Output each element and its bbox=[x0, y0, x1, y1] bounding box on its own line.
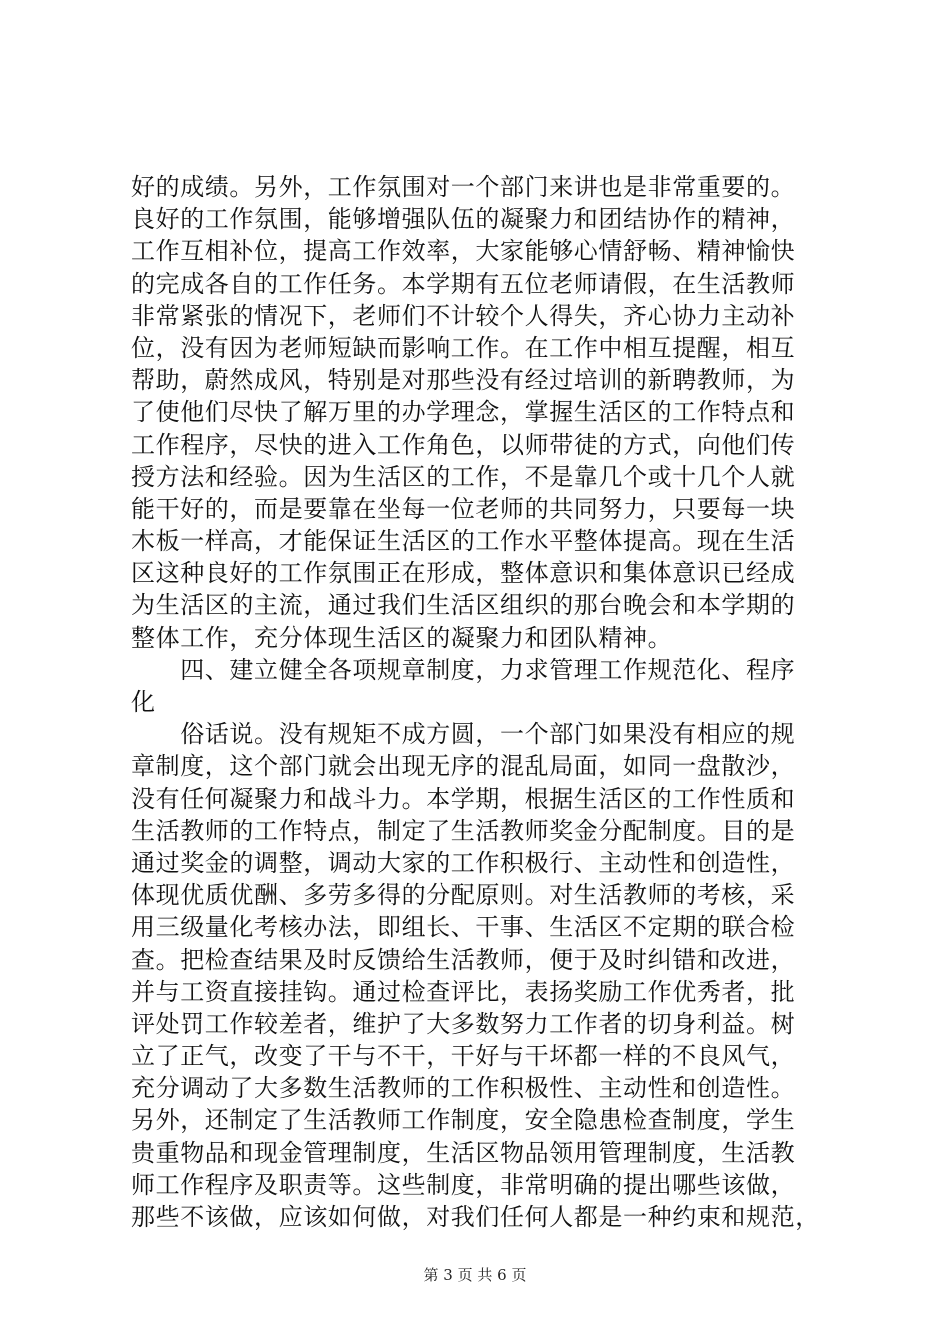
page-footer bbox=[0, 1265, 950, 1285]
text-line: 那些不该做，应该如何做，对我们任何人都是一种约束和规范， bbox=[131, 1203, 820, 1231]
text-line: 另外，还制定了生活教师工作制度，安全隐患检查制度，学生 bbox=[131, 1106, 796, 1135]
text-line: 了使他们尽快了解万里的办学理念，掌握生活区的工作特点和 bbox=[131, 398, 796, 427]
text-line: 贵重物品和现金管理制度，生活区物品领用管理制度，生活教 bbox=[131, 1138, 796, 1167]
text-line: 的完成各自的工作任务。本学期有五位老师请假，在生活教师 bbox=[131, 269, 796, 298]
text-line: 好的成绩。另外，工作氛围对一个部门来讲也是非常重要的。 bbox=[131, 173, 796, 201]
text-line: 非常紧张的情况下，老师们不计较个人得失，齐心协力主动补 bbox=[131, 301, 796, 330]
text-line: 帮助，蔚然成风，特别是对那些没有经过培训的新聘教师，为 bbox=[131, 366, 796, 395]
text-line: 工作程序，尽快的进入工作角色，以师带徒的方式，向他们传 bbox=[131, 430, 796, 459]
text-line: 木板一样高，才能保证生活区的工作水平整体提高。现在生活 bbox=[131, 527, 796, 556]
text-line: 师工作程序及职责等。这些制度，非常明确的提出哪些该做， bbox=[131, 1170, 796, 1199]
text-line: 评处罚工作较差者，维护了大多数努力工作者的切身利益。树 bbox=[131, 1009, 796, 1038]
text-line: 充分调动了大多数生活教师的工作积极性、主动性和创造性。 bbox=[131, 1074, 796, 1103]
text-line: 通过奖金的调整，调动大家的工作积极行、主动性和创造性， bbox=[131, 848, 796, 877]
section-heading-line: 化 bbox=[131, 688, 156, 716]
text-line: 工作互相补位，提高工作效率，大家能够心情舒畅、精神愉快 bbox=[131, 237, 796, 266]
text-line: 体现优质优酬、多劳多得的分配原则。对生活教师的考核，采 bbox=[131, 881, 796, 910]
text-line: 区这种良好的工作氛围正在形成，整体意识和集体意识已经成 bbox=[131, 559, 796, 588]
section-heading-line: 四、建立健全各项规章制度，力求管理工作规范化、程序 bbox=[131, 655, 796, 684]
text-line: 授方法和经验。因为生活区的工作，不是靠几个或十几个人就 bbox=[131, 462, 796, 491]
text-line: 并与工资直接挂钩。通过检查评比，表扬奖励工作优秀者，批 bbox=[131, 977, 796, 1006]
text-line: 用三级量化考核办法，即组长、干事、生活区不定期的联合检 bbox=[131, 913, 796, 942]
text-line: 俗话说。没有规矩不成方圆，一个部门如果没有相应的规 bbox=[131, 720, 796, 749]
document-body bbox=[131, 171, 831, 1233]
page-number: 第 3 页 共 6 页 bbox=[423, 1266, 527, 1284]
text-line: 为生活区的主流，通过我们生活区组织的那台晚会和本学期的 bbox=[131, 591, 796, 620]
text-line: 整体工作，充分体现生活区的凝聚力和团队精神。 bbox=[131, 623, 673, 652]
text-line: 立了正气，改变了干与不干，干好与干坏都一样的不良风气， bbox=[131, 1042, 796, 1071]
text-line: 能干好的，而是要靠在坐每一位老师的共同努力，只要每一块 bbox=[131, 494, 796, 523]
text-line: 生活教师的工作特点，制定了生活教师奖金分配制度。目的是 bbox=[131, 816, 796, 845]
text-line: 良好的工作氛围，能够增强队伍的凝聚力和团结协作的精神， bbox=[131, 205, 796, 234]
text-line: 位，没有因为老师短缺而影响工作。在工作中相互提醒，相互 bbox=[131, 333, 796, 362]
text-line: 没有任何凝聚力和战斗力。本学期，根据生活区的工作性质和 bbox=[131, 784, 796, 813]
text-line: 查。把检查结果及时反馈给生活教师，便于及时纠错和改进， bbox=[131, 945, 796, 974]
text-line: 章制度，这个部门就会出现无序的混乱局面，如同一盘散沙， bbox=[131, 752, 796, 781]
